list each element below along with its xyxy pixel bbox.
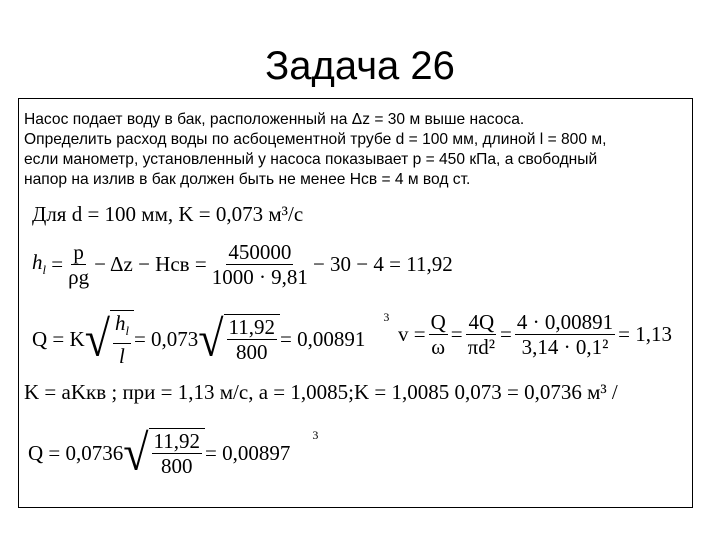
problem-line: напор на излив в бак должен быть не менее Hсв = 4 м вод ст. bbox=[24, 171, 471, 188]
formula-line-5: Q = 0,0736 √ $\frac{11,92}{800}$ = 0,00897 3 bbox=[28, 424, 319, 481]
slide-title: Задача 26 bbox=[265, 44, 455, 88]
fraction-pressure: $\frac{450000}{1000 \cdot 9,81}$ bbox=[211, 240, 308, 289]
formula-line-2: $h_l$ = $\frac{p}{\rho g}$ − Δz − Hсв = $\frac{450000}{1000 \cdot 9,81}$ − 30 − 4 = 11,92 bbox=[32, 240, 453, 289]
problem-line: если манометр, установленный у насоса показывает p = 450 кПа, а свободный bbox=[24, 151, 598, 168]
formula-line-1: Для d = 100 мм, K = 0,073 м³/с bbox=[32, 202, 304, 226]
fraction-p-rho-g: $\frac{p}{\rho g}$ bbox=[68, 240, 90, 289]
problem-line: Определить расход воды по асбоцементной трубе d = 100 мм, длиной l = 800 м, bbox=[24, 131, 607, 148]
formula-line-3: Q = K √ $\frac{h_l}{l}$ = 0,073 √ $\frac{11,92}{800}$ = 0,00891 3 bbox=[32, 310, 390, 369]
sqrt-numeric: √ $\frac{11,92}{800}$ bbox=[198, 314, 280, 364]
sqrt-hl-over-l: √ $\frac{h_l}{l}$ bbox=[85, 310, 134, 368]
formula-line-4: K = aKкв ; при = 1,13 м/с, a = 1,0085;K = 1,0085 0,073 = 0,0736 м³ / bbox=[24, 380, 618, 404]
problem-line: Насос подает воду в бак, расположенный на Δz = 30 м выше насоса. bbox=[24, 111, 525, 128]
problem-statement bbox=[24, 110, 694, 190]
sqrt-final: √ $\frac{11,92}{800}$ bbox=[123, 428, 205, 478]
formula-velocity: v = $\frac{Q}{\omega}$ = $\frac{4Q}{\text{πd²}}$ = $\frac{4 \cdot 0,00891}{\text{3,14 · 0,1²}}$ = 1,13 bbox=[398, 310, 672, 359]
